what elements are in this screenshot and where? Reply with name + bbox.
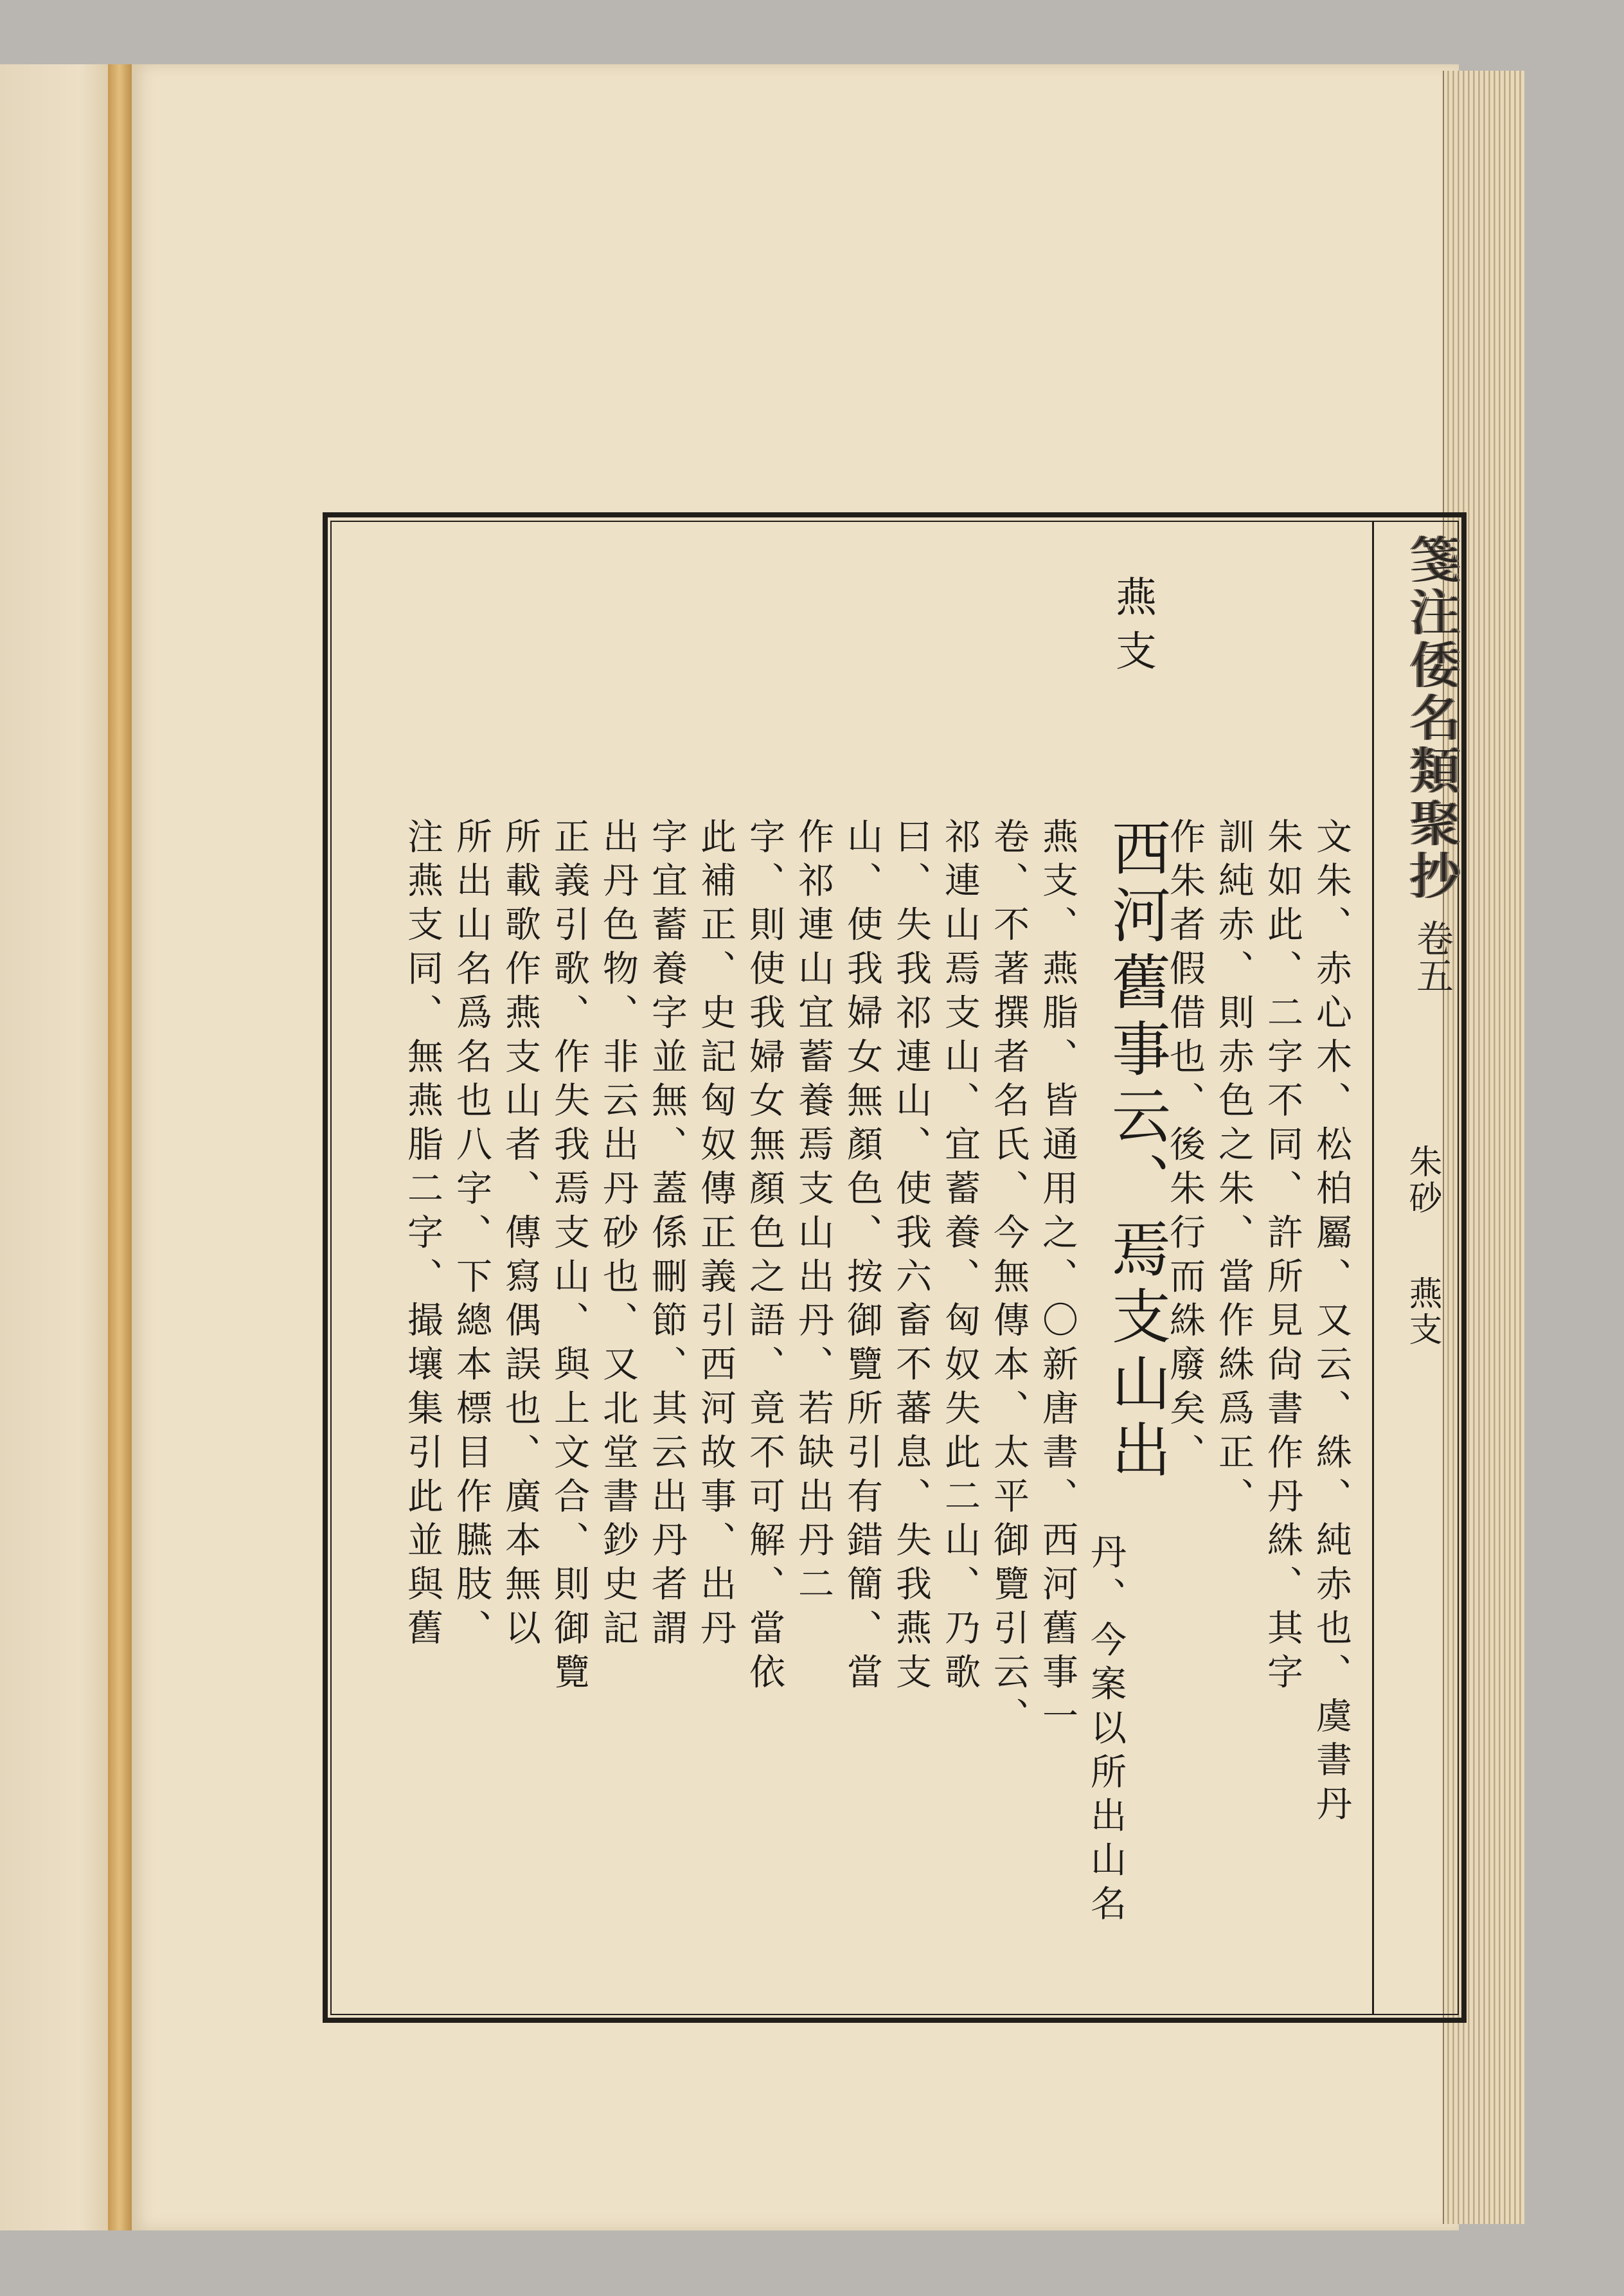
text-column: 訓純赤、則赤色之朱、當作絑爲正、 [1213, 818, 1254, 1521]
text-column: 字宜蓄養字並無、蓋係刪節、其云出丹者謂 [646, 818, 688, 1653]
text-column: 此補正、史記匈奴傳正義引西河故事、出丹 [695, 818, 736, 1653]
text-column: 正義引歌、作失我焉支山、與上文合、則御覽 [548, 818, 590, 1697]
text-column: 丹、今案以所出山名 [1085, 1533, 1127, 1929]
text-column: 字、則使我婦女無顏色之語、竟不可解、當依 [744, 818, 785, 1697]
text-column: 注燕支同、無燕脂二字、撮壤集引此並與舊 [402, 818, 443, 1653]
book-gutter [108, 64, 134, 2230]
text-column: 出丹色物、非云出丹砂也、又北堂書鈔史記 [597, 818, 639, 1653]
entry-heading: 燕支 [1109, 575, 1156, 683]
text-column: 所出山名爲名也八字、下總本標目作臙肢、 [451, 818, 492, 1653]
text-column: 山、使我婦女無顏色、按御覽所引有錯簡、當 [841, 818, 883, 1697]
text-column: 所載歌作燕支山者、傳寫偶誤也、廣本無以 [499, 818, 541, 1653]
running-head-cinnabar: 朱砂 [1403, 1144, 1441, 1216]
chapter-label: 卷五 [1410, 919, 1454, 994]
text-column: 卷、不著撰者名氏、今無傳本、太平御覽引云、 [988, 818, 1030, 1741]
text-column: 燕支、燕脂、皆通用之、〇新唐書、西河舊事一 [1037, 818, 1078, 1741]
book-title: 箋注倭名類聚抄 [1402, 534, 1459, 902]
text-column: 祁連山焉支山、宜蓄養、匈奴失此二山、乃歌 [939, 818, 981, 1697]
running-head-yanzhi: 燕支 [1403, 1276, 1441, 1348]
text-column: 曰、失我祁連山、使我六畜不蕃息、失我燕支 [890, 818, 932, 1697]
text-column: 文朱、赤心木、松柏屬、又云、絑、純赤也、虞書丹 [1310, 818, 1352, 1829]
left-page [0, 64, 114, 2230]
text-column: 作祁連山宜蓄養焉支山出丹、若缺出丹二 [792, 818, 834, 1610]
text-column: 朱如此、二字不同、許所見尙書作丹絑、其字 [1262, 818, 1303, 1697]
margin-rule [1372, 521, 1374, 2015]
section-heading: 西河舊事云、焉支山出 [1102, 818, 1171, 1486]
text-column: 作朱者假借也、後朱行而絑廢矣、 [1164, 818, 1206, 1477]
